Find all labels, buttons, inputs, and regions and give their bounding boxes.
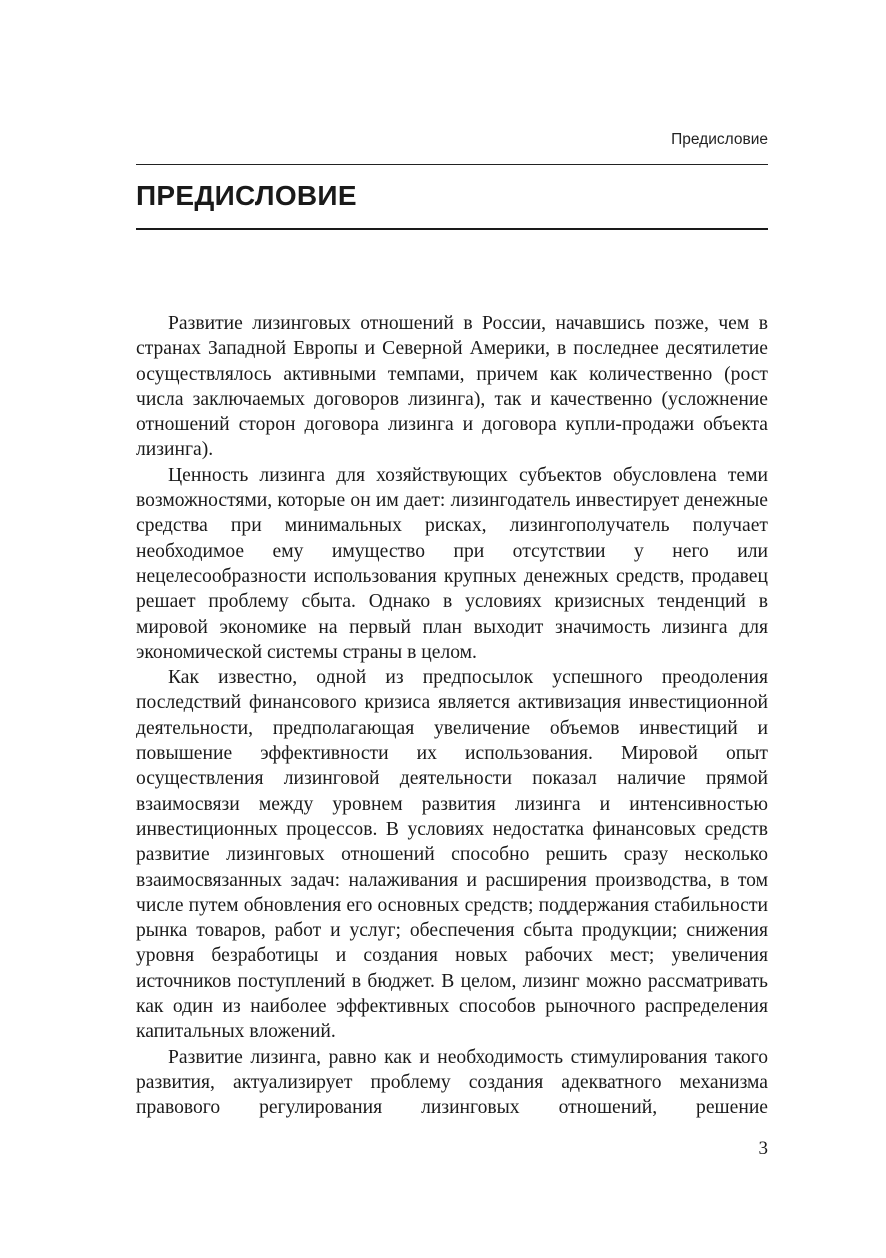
page-number: 3 — [758, 1138, 768, 1159]
paragraph: Как известно, одной из предпосылок успешного преодоления последствий финансового кризиса является активизация инвестиционной деятельности, предполагающая увеличение объемов инвестиций и повышение эффективности их использования. Мировой опыт осуществления лизинговой деятельности показал наличие прямой взаимосвязи между уровнем развития лизинга и интенсивностью инвестиционных процессов. В условиях недостатка финансовых средств развитие лизинговых отношений способно решить сразу несколько взаимосвязанных задач: налаживания и расширения производства, в том числе путем обновления его основных средств; поддержания стабильности рынка товаров, работ и услуг; обеспечения сбыта продукции; снижения уровня безработицы и создания новых рабочих мест; увеличения источников поступлений в бюджет. В целом, лизинг можно рассматривать как один из наиболее эффективных способов рыночного распределения капитальных вложений. — [136, 667, 768, 1043]
paragraph: Ценность лизинга для хозяйствующих субъектов обусловлена теми возможностями, которые он им дает: лизингодатель инвестирует денежные средства при минимальных рисках, лизингополучатель получает необходимое ему имущество при отсутствии у него или нецелесообразности использования крупных денежных средств, продавец решает проблему сбыта. Однако в условиях кризисных тенденций в мировой экономике на первый план выходит значимость лизинга для экономической системы страны в целом. — [136, 464, 768, 663]
paragraph: Развитие лизинговых отношений в России, начавшись позже, чем в странах Западной Европы и Северной Америки, в последнее десятилетие осуществлялось активными темпами, причем как количественно (рост числа заключаемых договоров лизинга), так и качественно (усложнение отношений сторон договора лизинга и договора купли-продажи объекта лизинга). — [136, 313, 768, 461]
body-text — [136, 311, 768, 1121]
header-rule — [136, 164, 768, 165]
running-head: Предисловие — [671, 131, 768, 148]
paragraph: Развитие лизинга, равно как и необходимость стимулирования такого развития, актуализирует проблему создания адекватного механизма правового регулирования лизинговых отношений, решение — [136, 1046, 768, 1119]
chapter-title: ПРЕДИСЛОВИЕ — [136, 180, 357, 211]
title-rule — [136, 228, 768, 230]
